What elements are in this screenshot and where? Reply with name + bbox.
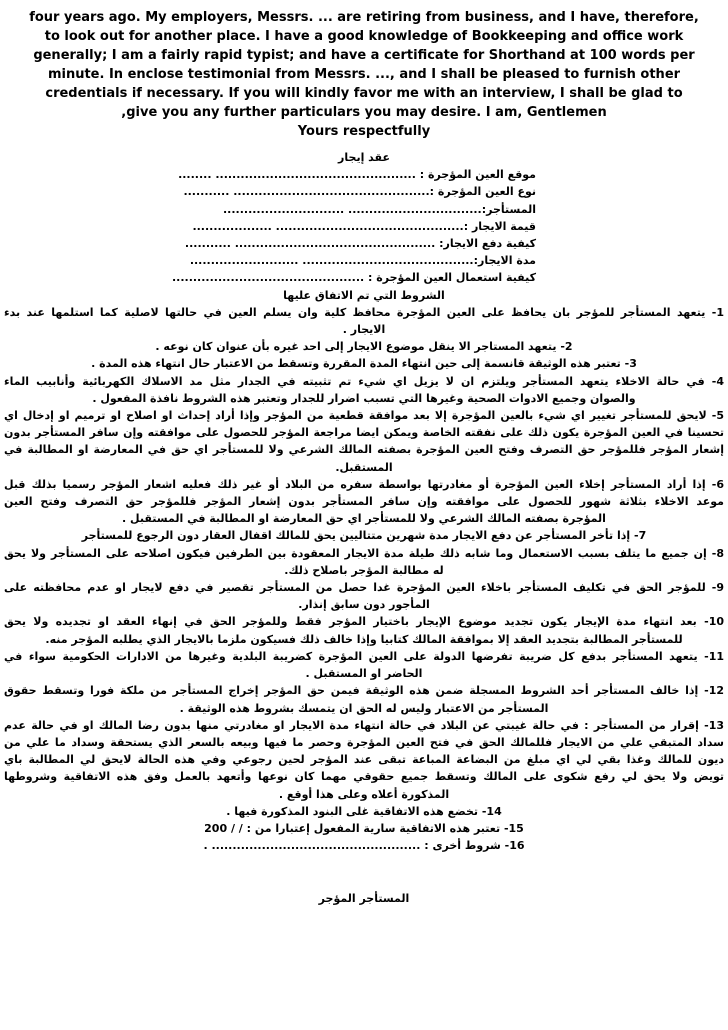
clause-line: 8- إن جميع ما يتلف بسبب الاستعمال وما شابه ذلك طيلة مدة الايجار المعقودة بين الطرفين فيكون اصلاحه على المستأجر ولا يحق — [4, 546, 724, 560]
clause-line: المذكورة أعلاه وعلى هذا أوقع . — [278, 787, 450, 801]
clause-line: المستأجر من الاعتبار وليس له الحق ان يتمسك بشروط هذه الوثيقة . — [179, 701, 549, 715]
clause-line: 3- تعتبر هذه الوثيقة قانسمة إلى حين انتهاء المدة المقررة وتسقط من الاعتبار حال انتهاء هذه المدة . — [91, 357, 637, 371]
clause-line: الايجار . — [342, 323, 386, 337]
letter-line: generally; I am a fairly rapid typist; and have a certificate for Shorthand at 100 words per — [33, 48, 695, 63]
field-rent-value: قيمة الايجار :............................................. ................... — [192, 219, 536, 233]
clause-line: 9- للمؤجر الحق في تكليف المستأجر باخلاء العين المؤجرة غدا حصل من المستأجر تقصير في دفع لايجار او عدم محافظته على — [4, 581, 724, 595]
clause-line: 12- إذا خالف المستأجر أحد الشروط المسجلة ضمن هذه الوثيقة فيمن حق المؤجر إخراج المستأجر من ملكة فورا وتسقط حقوق — [4, 684, 724, 698]
clause-line: 15- تعتبر هذه الاتفاقية سارية المفعول إعتبارا من : / / 200 — [204, 821, 524, 835]
field-rent-duration: مدة الايجار:......................................... .......................... — [189, 254, 536, 268]
contract-title: عقد إيجار — [338, 151, 390, 164]
clause-line: 11- يتعهد المستأجر بدفع كل ضريبة تفرضها الدولة على العين المؤجرة كضريبة البلدية وغيرها من الادارات الحكومية سواء في — [4, 649, 724, 663]
clause-line: موعد الاخلاء بثلاثة شهور للحصول على موافقته وإن سافر المستأجر بدون إشعار المؤجر فللمؤجر حق التصرف وفتح العين — [4, 495, 724, 509]
clause-line: المأجور دون سابق إنذار. — [298, 598, 430, 612]
clause-line: سداد المتبقي علي من الايجار فللمالك الحق في فتح العين المؤجرة وحصر ما فيها وبيعه بالسعر الذي يستحقة وسداد ما علي من — [4, 735, 724, 749]
clause-line: له مطالبة المؤجر باصلاح ذلك. — [284, 563, 444, 577]
clause-line: 14- تخضع هذه الاتفاقية غلى البنود المذكورة فيها . — [226, 804, 502, 818]
clause-line: 13- إقرار من المستأجر : في حالة غيبتي عن البلاد في حالة انتهاء مدة الايجار او مغادرتي منها بدون رضا المالك او في حالة عدم — [4, 718, 724, 732]
clause-line: والصوان وجميع الادوات الصحية وغيرها التي تسبب اضرار للجدار وتعتبر هذه الشروط نافذة المفعول . — [92, 391, 636, 405]
clause-line: للمستأجر المطالبة بتجديد العقد إلا بموافقة المالك كتابيا وإذا خالف ذلك فسيكون ملزما بالايجار الذي يطلبه المؤجر منه. — [45, 632, 683, 646]
clause-10 — [4, 613, 724, 647]
clause-16 — [4, 837, 724, 854]
clause-9 — [4, 579, 724, 613]
clause-line: 7- إذا تأخر المستأجر عن دفع الايجار مدة شهرين متتاليين يحق للمالك اقفال العقار دون الرجوع للمستأجر — [81, 529, 647, 543]
clause-2 — [4, 338, 724, 355]
clause-line: المؤجرة بصفته المالك الشرعي ولا للمستأجر اي حق المعارضة او المطالبة في المستقبل . — [122, 512, 606, 526]
clause-line: 4- في حالة الاخلاء يتعهد المستأجر ويلتزم ان لا يزيل اي شيء تم تثبيته في الجدار مثل مد الاسلاك الكهربائية وأنابيب الماء — [4, 374, 724, 388]
letter-closing: Yours respectfully — [297, 124, 431, 139]
clause-line: تويض ولا يحق لي رفع شكوى على المالك وتسقط جميع حقوقي مهما كان نوعها وأتعهد بالعمل وفق هذه الاتفاقية وشروطها — [4, 770, 724, 784]
clause-line: المستقبل. — [335, 460, 393, 474]
clause-11 — [4, 648, 724, 682]
field-tenant: المستأجر:................................ ............................. — [223, 202, 536, 216]
clause-line: 1- يتعهد المستأجر للمؤجر بان يحافظ على العين المؤجرة محافظ كلية وان يسلم العين في حالتها لاصلية كما استلمها عند بدء — [4, 305, 724, 319]
letter-line: to look out for another place. I have a good knowledge of Bookkeeping and office work — [44, 29, 684, 44]
clause-14 — [4, 803, 724, 820]
signature-line: المستأجر المؤجر — [318, 892, 410, 906]
clause-line: 16- شروط أخرى : .................................................. . — [203, 839, 525, 853]
clause-line: ديون للمالك وغذا بقي لي اي مبلغ من البضاعة المباعة تبقى عند المؤجر لحين رجوعي وفي هذه الحالة لايحق لي المطالبة باي — [4, 753, 724, 767]
clause-3 — [4, 355, 724, 372]
clause-line: 5- لايحق للمستأجر تغيير اي شيء بالعين المؤجرة إلا بعد موافقة قطعية من المؤجر وإذا أراد إحداث او اصلاح او ترميم او إدخال اي — [4, 409, 724, 423]
clause-line: إشعار المؤجر فللمؤجر حق التصرف وفتح العين المؤجرة بصفته المالك الشرعي ولا للمستأجر اي حق في المعارضة او المطالبة في — [4, 443, 724, 457]
field-property-use: كيفية استعمال العين المؤجرة : .............................................. — [171, 271, 536, 285]
clause-line: الحاضر او المستقبل . — [305, 667, 423, 681]
clause-6 — [4, 476, 724, 528]
clause-8 — [4, 545, 724, 579]
clause-line: تحسينا في العين المؤجرة يكون ذلك على نفقته الخاصة ويمكن ايضا مراجعة المؤجر للحصول على موافقته وإن سافر المستأجر بدون — [4, 426, 724, 440]
letter-line: ,give you any further particulars you may desire. I am, Gentlemen — [121, 105, 607, 120]
letter-line: four years ago. My employers, Messrs. ... are retiring from business, and I have, therefore, — [29, 10, 699, 25]
clause-12 — [4, 682, 724, 716]
contract-clauses — [4, 304, 724, 855]
letter-line: credentials if necessary. If you will kindly favor me with an interview, I shall be glad to — [45, 86, 683, 101]
clause-1 — [4, 304, 724, 338]
conditions-title: الشروط التي تم الاتفاق عليها — [283, 288, 445, 302]
field-property-location: موقع العين المؤجرة : ................................................ ........ — [178, 168, 536, 182]
letter-line: minute. In enclose testimonial from Messrs. ..., and I shall be pleased to furnish other — [47, 67, 681, 82]
contract-fields — [171, 166, 536, 286]
field-property-type: نوع العين المؤجرة :............................................... ........... — [183, 185, 536, 199]
clause-line: 6- إذا أراد المستأجر إخلاء العين المؤجرة أو مغادرتها بواسطة سفره من البلاد أو غير ذلك فعليه اشعار المؤجر رسميا بذلك قبل — [4, 477, 724, 491]
clause-4 — [4, 373, 724, 407]
clause-15 — [4, 820, 724, 837]
clause-line: 10- بعد انتهاء مدة الإيجار يكون تجديد موضوع الإيجار باختيار المؤجر فقط وللمؤجر الحق في إنهاء العقد او تجديده ولا يحق — [4, 615, 724, 629]
field-payment-method: كيفية دفع الايجار: ................................................ ........... — [184, 237, 536, 251]
clause-7 — [4, 527, 724, 544]
clause-5 — [4, 407, 724, 476]
english-letter — [4, 8, 724, 141]
clause-13 — [4, 717, 724, 803]
clause-line: 2- يتعهد المستاجر الا ينقل موضوع الايجار إلى احد غيره بأن عنوان كان نوعه . — [155, 340, 573, 354]
